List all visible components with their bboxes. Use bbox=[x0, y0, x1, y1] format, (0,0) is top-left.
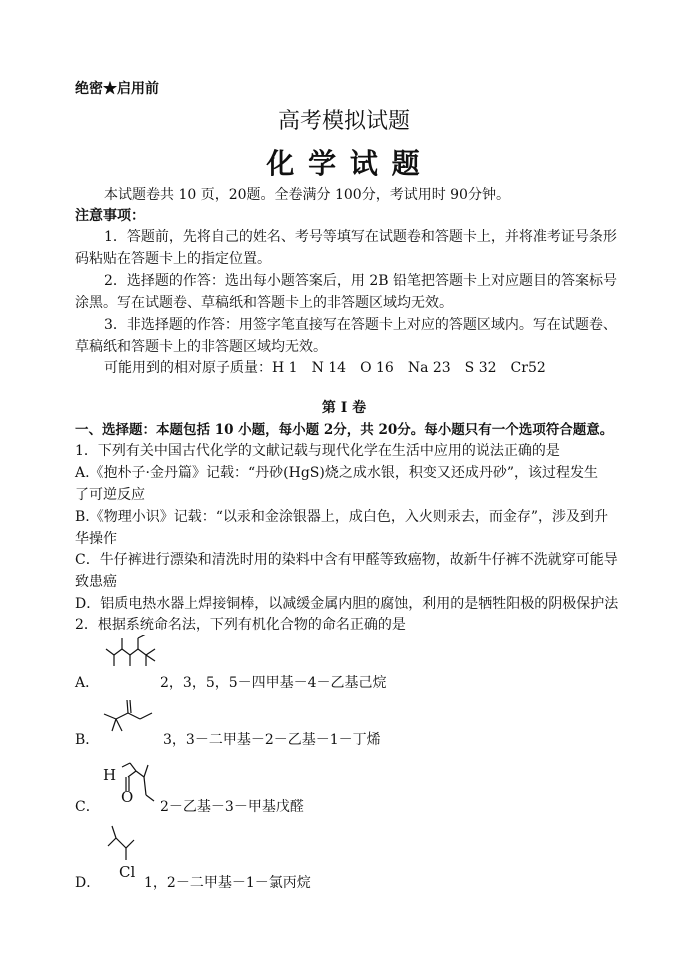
q2-option-c-name: 2－乙基－3－甲基戊醛 bbox=[160, 799, 304, 815]
q2-option-a-name: 2，3，5，5－四甲基－4－乙基己烷 bbox=[160, 675, 387, 691]
q2-option-c-structure bbox=[100, 755, 160, 815]
q1-option-d-line-1: D．铝质电热水器上焊接铜棒，以减缓金属内胆的腐蚀，利用的是牺牲阳极的阴极保护法 bbox=[75, 596, 619, 612]
q2-option-d-label: D． bbox=[75, 875, 101, 891]
q2-option-b-structure bbox=[100, 697, 164, 737]
q2-option-c-label: C． bbox=[75, 799, 100, 815]
q1-option-a-line-1: A.《抱朴子·金丹篇》记载：“丹砂(HgS)烧之成水银，积变又还成丹砂”，该过程发生 bbox=[75, 465, 599, 481]
q1-option-c-line-1: C．牛仔裤进行漂染和清洗时用的染料中含有甲醛等致癌物，故新牛仔裤不洗就穿可能导 bbox=[75, 552, 618, 568]
page-title: 化 学 试 题 bbox=[266, 147, 422, 180]
q1-stem: 1．下列有关中国古代化学的文献记载与现代化学在生活中应用的说法正确的是 bbox=[75, 443, 560, 459]
q2-option-a-label: A． bbox=[75, 675, 100, 691]
section-instruction: 一、选择题：本题包括 10 小题，每小题 2分，共 20分。每小题只有一个选项符合题意。 bbox=[75, 422, 614, 438]
q2-stem: 2．根据系统命名法，下列有机化合物的命名正确的是 bbox=[75, 617, 406, 633]
exam-subtitle: 高考模拟试题 bbox=[277, 109, 410, 134]
q1-option-a-line-2: 了可逆反应 bbox=[75, 487, 145, 503]
note-3-line-1: 3．非选择题的作答：用签字笔直接写在答题卡上对应的答题区域内。写在试题卷、 bbox=[104, 317, 617, 333]
section-title: 第 I 卷 bbox=[321, 400, 367, 416]
q1-option-c-line-2: 致患癌 bbox=[75, 574, 117, 590]
q2-option-c-atom-h: H bbox=[103, 766, 117, 784]
notes-heading: 注意事项： bbox=[75, 208, 145, 224]
q1-option-b-line-2: 华操作 bbox=[75, 531, 117, 547]
intro-text: 本试题卷共 10 页，20题。全卷满分 100分，考试用时 90分钟。 bbox=[104, 187, 510, 203]
note-2-line-1: 2．选择题的作答：选出每小题答案后，用 2B 铅笔把答题卡上对应题目的答案标号 bbox=[104, 273, 618, 289]
q2-option-b-label: B． bbox=[75, 732, 100, 748]
q2-option-a-structure bbox=[100, 635, 164, 685]
q1-option-b-line-1: B.《物理小识》记载：“以汞和金涂银器上，成白色，入火则汞去，而金存”，涉及到升 bbox=[75, 509, 609, 525]
q2-option-b-name: 3，3－二甲基－2－乙基－1－丁烯 bbox=[163, 732, 381, 748]
confidential-mark: 绝密★启用前 bbox=[75, 81, 159, 97]
q2-option-d-name: 1，2－二甲基－1－氯丙烷 bbox=[144, 875, 311, 891]
note-1-line-1: 1．答题前，先将自己的姓名、考号等填写在试题卷和答题卡上，并将准考证号条形 bbox=[104, 229, 617, 245]
q2-option-d-atom-cl: Cl bbox=[119, 863, 136, 881]
q2-option-c-atom-o: O bbox=[121, 788, 134, 806]
note-3-line-2: 草稿纸和答题卡上的非答题区域均无效。 bbox=[75, 339, 327, 355]
atomic-masses: 可能用到的相对原子质量：H 1 N 14 O 16 Na 23 S 32 Cr52 bbox=[104, 360, 546, 376]
note-1-line-2: 码粘贴在答题卡上的指定位置。 bbox=[75, 251, 271, 267]
note-2-line-2: 涂黑。写在试题卷、草稿纸和答题卡上的非答题区域均无效。 bbox=[75, 295, 453, 311]
